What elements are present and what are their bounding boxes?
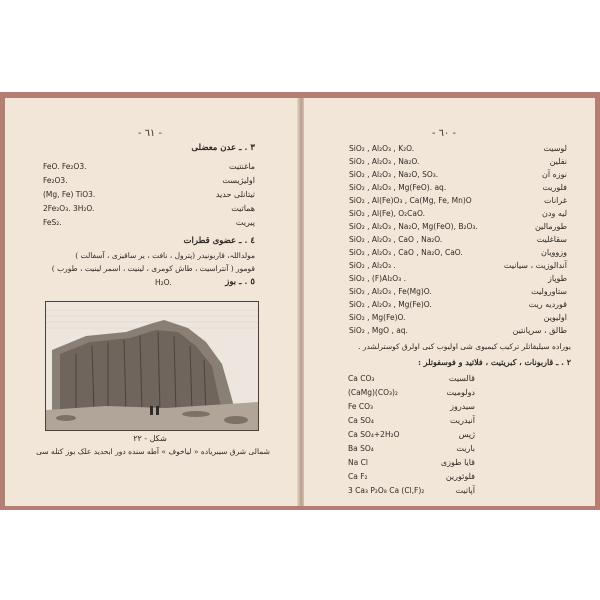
mineral-formula: SiO₂ , Al₂O₃ , Mg(Fe)O. (349, 300, 432, 309)
mineral-name: فلوریت (542, 183, 567, 192)
mineral-formula: Ca CO₃ (348, 374, 375, 383)
mineral-formula: SiO₂ , Al₂O₃ , Na₂O. (349, 157, 420, 166)
mineral-formula: Ca SO₄ (348, 416, 374, 425)
mineral-name: دولومیت (446, 388, 475, 397)
mineral-formula: SiO₂ , Al₂O₃ , Fe(Mg)O. (349, 287, 432, 296)
mineral-formula: (CaMg)(CO₃)₂ (348, 388, 398, 397)
mineral-formula: Na Cl (348, 458, 368, 467)
page-number: - ٦٠ - (432, 128, 456, 139)
mineral-formula: SiO₂ , Al₂O₃ , Na₂O, SO₃. (349, 170, 439, 179)
mineral-formula: SiO₂ , Al₂O₃ , K₂O. (349, 144, 415, 153)
mineral-name: قالسیت (448, 374, 475, 383)
mineral-formula: SiO₂ , (F)Al₂O₃ . (349, 274, 406, 283)
water-formula: H₂O. (155, 278, 172, 287)
figure-description: شمالی شرق سیبریاده « لیاخوف » آطه سنده دور ابحدید علک بوز کتله سی (36, 447, 270, 456)
mineral-name: سقاغلیت (536, 235, 567, 244)
engraving-svg (46, 302, 258, 430)
mineral-formula: SiO₂ , Al(Fe)O₃ , Ca(Mg, Fe, Mn)O (349, 196, 472, 205)
section-title: ٤ . ـ عضوی قطرات (183, 236, 255, 246)
mineral-name: فلوئورین (445, 472, 475, 481)
mineral-name: هماتیت (231, 204, 255, 213)
mineral-formula: SiO₂ , Al(Fe), O₂CaO. (349, 209, 425, 218)
section-title: ٢ . ـ قاربونات ، کبریتیت ، فلاتید و فوسفوتلر : (417, 357, 571, 367)
mineral-formula: SiO₂ , Mg(Fe)O. (349, 313, 406, 322)
mineral-formula: Fe₂O3. (43, 176, 68, 185)
mineral-name: اولیوین (543, 313, 567, 322)
left-page (5, 98, 302, 506)
right-page (304, 98, 595, 506)
mineral-formula: FeO. Fe₂O3. (43, 162, 87, 171)
mineral-formula: SiO₂ , Al₂O₃ . (349, 261, 396, 270)
section-title: ٥ . ـ بوز (225, 277, 255, 287)
mineral-formula: Fe CO₃ (348, 402, 374, 411)
mineral-formula: SiO₂ , Al₂O₃ , Na₂O, Mg(FeO), B₂O₃. (349, 222, 478, 231)
page-number: - ٦١ - (138, 128, 162, 139)
mineral-name: طوپاز (547, 274, 567, 283)
mineral-name: قایا طوزی (440, 458, 475, 467)
mineral-formula: 3 Ca₃ P₂O₈ Ca (Cl,F)₂ (348, 486, 425, 495)
mineral-formula: (Mg, Fe) TiO3. (43, 190, 96, 199)
mineral-name: ستاوروليت (531, 287, 567, 296)
mineral-name: غرانات (543, 196, 567, 205)
mineral-formula: SiO₂ , Al₂O₃ , CaO , Na₂O. (349, 235, 443, 244)
ice-cliff-illustration (45, 301, 259, 431)
mineral-name: تیتانلی حدید (215, 190, 255, 199)
mineral-name: پیریت (235, 218, 255, 227)
mineral-name: سیدروز (450, 402, 475, 411)
mineral-name: طورمالین (534, 222, 567, 231)
mineral-name: نوزه آن (541, 170, 567, 179)
mineral-name: طالق ، سرپانتین (512, 326, 567, 335)
mineral-formula: FeS₂. (43, 218, 62, 227)
mineral-name: وزوویان (541, 248, 567, 257)
mineral-name: ماغنتیت (228, 162, 255, 171)
mineral-name: ژپس (458, 430, 475, 439)
paragraph-line: یوراده سیلیقاتلر ترکیب کیمیوی شی اولیوب کبی اولرق کوسترلشدر . (358, 342, 571, 351)
section-title: ٣ . ـ عدن معضلی (191, 143, 255, 153)
mineral-name: قوردیه ریت (528, 300, 567, 309)
mineral-name: باریت (456, 444, 475, 453)
mineral-name: آپاتیت (455, 486, 475, 495)
mineral-formula: 2Fe₂O₃. 3H₂O. (43, 204, 95, 213)
mineral-formula: Ca F₂ (348, 472, 368, 481)
mineral-name: آندالوزیت ، سیانیت (503, 261, 567, 270)
paragraph-line: قومور ( آنتراسیت ، طاش کومری ، لینیت ، اسمر لینیت ، طورب ) (51, 264, 255, 273)
mineral-name: لیه ودن (542, 209, 567, 218)
paragraph-line: مولداللہ، قاربونیدر (پترول ، نافت ، یر ساقیزی ، آسفالت ) (75, 251, 255, 260)
mineral-formula: SiO₂ , Al₂O₃ , Mg(FeO). aq. (349, 183, 447, 192)
mineral-formula: SiO₂ , Al₂O₃ , CaO , Na₂O, CaO. (349, 248, 463, 257)
mineral-formula: Ca SO₄+2H₂O (348, 430, 400, 439)
mineral-name: اولیژیست (222, 176, 255, 185)
mineral-name: نفلین (549, 157, 567, 166)
figure-caption: شکل - ٢٢ (133, 434, 167, 443)
mineral-formula: SiO₂ , MgO , aq. (349, 326, 408, 335)
mineral-name: آنیدریت (449, 416, 475, 425)
mineral-formula: Ba SO₄ (348, 444, 374, 453)
mineral-name: لوسیت (543, 144, 567, 153)
